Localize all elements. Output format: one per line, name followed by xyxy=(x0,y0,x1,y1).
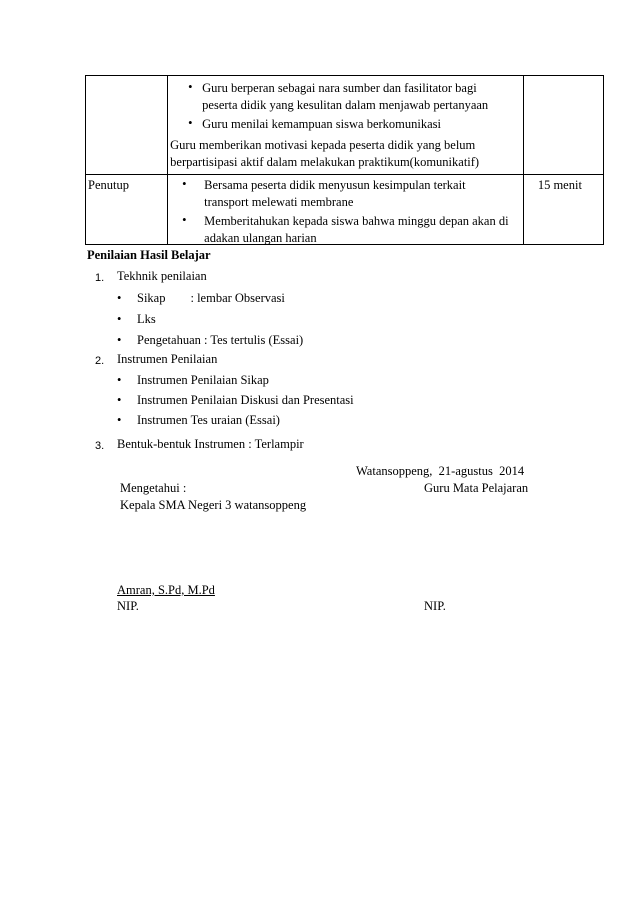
list-item: Instrumen Penilaian Diskusi dan Presentasi xyxy=(137,393,354,407)
approval-label: Mengetahui : xyxy=(120,481,187,495)
bullet-icon: • xyxy=(188,80,193,94)
activity-line: transport melewati membrane xyxy=(204,195,354,209)
section-title: Tekhnik penilaian xyxy=(117,269,207,283)
teacher-nip: NIP. xyxy=(424,599,446,613)
activity-line: peserta didik yang kesulitan dalam menjawab pertanyaan xyxy=(202,98,489,112)
activity-line: Guru memberikan motivasi kepada peserta didik yang belum xyxy=(170,138,476,152)
bullet-icon: • xyxy=(117,312,122,326)
table-cell-activities xyxy=(168,175,524,245)
table-cell-phase xyxy=(86,76,168,175)
principal-nip: NIP. xyxy=(117,599,139,613)
list-item: Sikap : lembar Observasi xyxy=(137,291,285,305)
teacher-role: Guru Mata Pelajaran xyxy=(424,481,529,495)
activity-line: adakan ulangan harian xyxy=(204,231,317,245)
list-item: Instrumen Penilaian Sikap xyxy=(137,373,269,387)
assessment-heading: Penilaian Hasil Belajar xyxy=(87,248,211,262)
place-date: Watansoppeng, 21-agustus 2014 xyxy=(356,464,525,478)
section-number: 1. xyxy=(95,272,105,284)
list-item: Pengetahuan : Tes tertulis (Essai) xyxy=(137,333,304,347)
bullet-icon: • xyxy=(117,333,122,347)
table-row xyxy=(86,76,604,175)
phase-label: Penutup xyxy=(88,178,129,192)
bullet-icon: • xyxy=(182,213,187,227)
activity-line: berpartisipasi aktif dalam melakukan praktikum(komunikatif) xyxy=(170,155,480,169)
table-row xyxy=(86,175,604,245)
list-item: Lks xyxy=(137,312,156,326)
bullet-icon: • xyxy=(117,413,122,427)
section-title: Bentuk-bentuk Instrumen : Terlampir xyxy=(117,437,304,451)
principal-role: Kepala SMA Negeri 3 watansoppeng xyxy=(120,498,307,512)
bullet-icon: • xyxy=(117,393,122,407)
table-cell-activities xyxy=(168,76,524,175)
table-cell-time xyxy=(523,175,603,245)
bullet-icon: • xyxy=(182,177,187,191)
activity-line: Guru berperan sebagai nara sumber dan fasilitator bagi xyxy=(202,81,477,95)
activity-table xyxy=(85,75,604,245)
section-number: 2. xyxy=(95,355,105,367)
time-label: 15 menit xyxy=(537,178,582,192)
table-cell-phase xyxy=(86,175,168,245)
activity-line: Memberitahukan kepada siswa bahwa minggu depan akan di xyxy=(204,214,509,228)
bullet-icon: • xyxy=(117,373,122,387)
table-cell-time xyxy=(523,76,603,175)
list-item: Instrumen Tes uraian (Essai) xyxy=(137,413,280,427)
section-number: 3. xyxy=(95,440,105,452)
principal-name: Amran, S.Pd, M.Pd xyxy=(117,583,215,597)
bullet-icon: • xyxy=(188,116,193,130)
section-title: Instrumen Penilaian xyxy=(117,352,218,366)
activity-line: Guru menilai kemampuan siswa berkomunikasi xyxy=(202,117,441,131)
activity-line: Bersama peserta didik menyusun kesimpulan terkait xyxy=(204,178,466,192)
bullet-icon: • xyxy=(117,291,122,305)
